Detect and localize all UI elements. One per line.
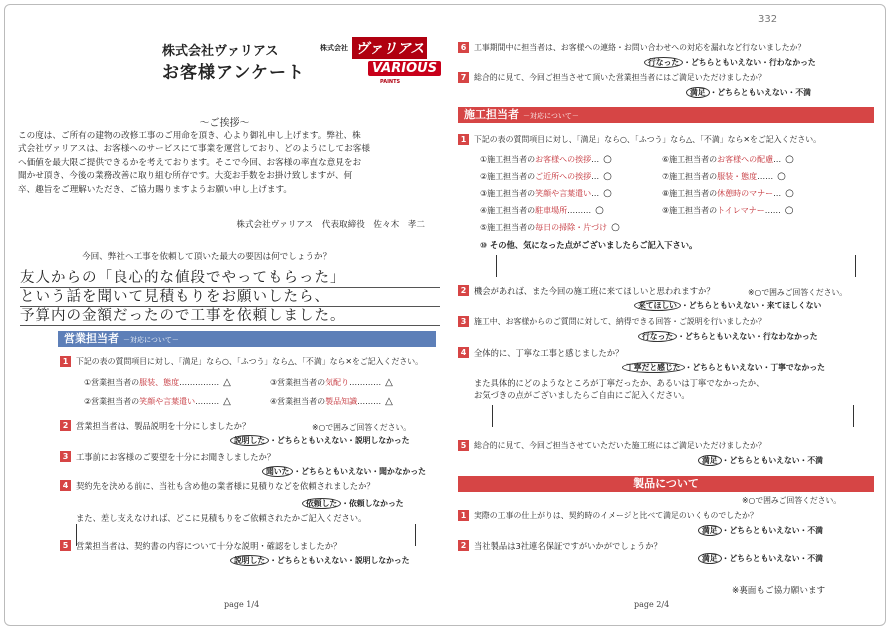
greeting-heading: ～ご挨拶～	[199, 118, 250, 129]
sales-q4-sub: また、差し支えなければ、どこに見積もりをご依頼されたかご記入ください。	[76, 513, 367, 523]
answer-note: ※○で囲みご回答ください。	[312, 423, 412, 432]
sales-section-header	[58, 331, 436, 347]
page-number: page 1/4	[224, 600, 260, 609]
section-title: 営業担当者	[64, 332, 119, 345]
construction-q3: 施工中、お客様からのご質問に対して、納得できる回答・ご説明を行いましたか？	[474, 317, 766, 326]
sales-q1: 下記の表の質問項目に対し、「満足」なら○、「ふつう」なら△、「不満」なら✕をご記入ください。	[76, 357, 424, 366]
construction-item[interactable]: ⑤施工担当者の毎日の掃除・片づけ ○	[480, 222, 620, 233]
construction-q4-sub: お気づきの点がございましたらご自由にご記入ください。	[474, 390, 690, 400]
sales-item[interactable]: ②営業担当者の笑顔や言葉遣い……… △	[84, 396, 231, 407]
back-page-note: ※裏面もご協力願います	[732, 586, 826, 596]
product-q1-options[interactable]: 満足 ・どちらともいえない・不満	[698, 525, 823, 536]
construction-item[interactable]: ①施工担当者のお客様への挨拶… ○	[480, 154, 612, 165]
section-subtitle: －対応について－	[523, 112, 579, 120]
section-title: 製品について	[633, 477, 699, 490]
answer-note: ※○で囲みご回答ください。	[748, 288, 848, 297]
construction-q2: 機会があれば、また今回の施工班に来てほしいと思われますか？	[474, 286, 715, 296]
signature: 株式会社ヴァリアス 代表取締役 佐々木 孝二	[236, 220, 425, 230]
question-number: 6	[458, 42, 469, 53]
sales-item[interactable]: ③営業担当者の気配り………… △	[270, 377, 393, 388]
construction-q5-options[interactable]: 満足 ・どちらともいえない・不満	[698, 455, 823, 466]
handwritten-number: 332	[758, 14, 778, 25]
question-number: 5	[458, 440, 469, 451]
product-q2: 当社製品は3社連名保証ですがいかがでしょうか？	[474, 541, 662, 551]
question-number: 3	[458, 316, 469, 327]
question-number: 4	[458, 347, 469, 358]
handwritten-answer-line[interactable]: 友人からの「良心的な値段でやってもらった」	[20, 266, 440, 288]
construction-q4-sub: また具体的にどのようなところが丁寧だったか、あるいは丁寧でなかったか、	[474, 378, 765, 388]
question-number: 4	[60, 480, 71, 491]
question-number: 2	[60, 420, 71, 431]
greeting-line: 式会社ヴァリアスは、お客様へのサービスにて事業を運営しており、どのようにしてお客様	[18, 144, 370, 155]
construction-item[interactable]: ⑧施工担当者の休憩時のマナー… ○	[662, 188, 794, 199]
logo-english: VARIOUS	[368, 61, 441, 76]
handwritten-answer-line[interactable]: 予算内の金額だったので工事を依頼しました。	[20, 304, 440, 326]
company-name: 株式会社ヴァリアス	[162, 44, 279, 59]
construction-q4-answer-box[interactable]	[492, 405, 854, 427]
question-number: 2	[458, 285, 469, 296]
question-number: 1	[458, 134, 469, 145]
logo-sub: PAINTS	[380, 79, 401, 85]
sales-q5: 営業担当者は、契約書の内容について十分な説明・確認をしましたか？	[76, 541, 342, 551]
logo-company-text: 株式会社	[320, 44, 348, 52]
question-number: 2	[458, 540, 469, 551]
question-number: 1	[60, 356, 71, 367]
product-q2-options[interactable]: 満足 ・どちらともいえない・不満	[698, 553, 823, 564]
construction-item[interactable]: ⑥施工担当者のお客様への配慮… ○	[662, 154, 794, 165]
construction-section-header	[458, 107, 874, 123]
sales-q6-options[interactable]: 行なった ・どちらともいえない・行わなかった	[644, 57, 816, 68]
section-subtitle: －対応について－	[123, 336, 179, 344]
company-logo	[320, 37, 438, 95]
construction-item[interactable]: ⑦施工担当者の服装・態度…… ○	[662, 171, 786, 182]
question-number: 5	[60, 540, 71, 551]
right-page	[452, 10, 877, 622]
question-number: 1	[458, 510, 469, 521]
handwritten-answer-line[interactable]: という話を聞いて見積もりをお願いしたら、	[20, 285, 440, 307]
product-q1: 実際の工事の仕上がりは、契約時のイメージと比べて満足のいくものでしたか？	[474, 511, 758, 520]
construction-q5: 総合的に見て、今回ご担当させていただいた施工班にはご満足いただけましたか？	[474, 441, 766, 450]
sales-q2-options[interactable]: 説明した ・どちらともいえない・説明しなかった	[230, 435, 410, 446]
main-question: 今回、弊社へ工事を依頼して頂いた最大の要因は何でしょうか？	[82, 252, 332, 262]
construction-item[interactable]: ②施工担当者のご近所への挨拶… ○	[480, 171, 612, 182]
sales-item[interactable]: ①営業担当者の服装、態度…………… △	[84, 377, 231, 388]
sales-q4: 契約先を決める前に、当社も含め他の業者様に見積りなどを依頼されましたか？	[76, 481, 375, 491]
construction-q3-options[interactable]: 行なった ・どちらともいえない・行なわなかった	[638, 331, 818, 342]
page-number: page 2/4	[634, 600, 670, 609]
answer-note: ※○で囲みご回答ください。	[742, 496, 842, 505]
sales-q7-options[interactable]: 満足 ・どちらともいえない・不満	[686, 87, 811, 98]
construction-other-answer-box[interactable]	[496, 255, 856, 277]
sales-q2: 営業担当者は、製品説明を十分にしましたか？	[76, 421, 251, 431]
sales-item[interactable]: ④営業担当者の製品知識……… △	[270, 396, 393, 407]
question-number: 7	[458, 72, 469, 83]
construction-item-other: ⑩ その他、気になった点がございましたらご記入下さい。	[480, 240, 698, 250]
question-number: 3	[60, 451, 71, 462]
greeting-line: へ価値を最大限ご提供できるかを考えております。そこで今回、お客様の率直な意見をお	[18, 157, 362, 168]
product-section-header	[458, 476, 874, 492]
sales-q3: 工事前にお客様のご要望を十分にお聞きしましたか？	[76, 452, 276, 462]
construction-item[interactable]: ③施工担当者の笑顔や言葉遣い… ○	[480, 188, 612, 199]
sales-q7: 総合的に見て、今回ご担当させて頂いた営業担当者にはご満足いただけましたか？	[474, 73, 766, 82]
section-title: 施工担当者	[464, 108, 519, 121]
left-page	[12, 10, 437, 622]
greeting-line: この度は、ご所有の建物の改修工事のご用命を頂き、心より御礼申し上げます。弊社、株	[18, 131, 361, 141]
construction-q1: 下記の表の質問項目に対し、「満足」なら○、「ふつう」なら△、「不満」なら✕をご記入ください。	[474, 135, 822, 144]
survey-title: お客様アンケート	[162, 63, 305, 83]
construction-q4: 全体的に、丁寧な工事と感じましたか？	[474, 348, 624, 358]
sales-q5-options[interactable]: 説明した ・どちらともいえない・説明しなかった	[230, 555, 410, 566]
greeting-line: 聞かせ頂き、今後の業務改善に取り組む所存です。大変お手数をお掛け致しますが、何	[18, 171, 353, 182]
construction-item[interactable]: ④施工担当者の駐車場所……… ○	[480, 205, 604, 216]
construction-q4-options[interactable]: 丁寧だと感じた ・どちらともいえない・丁寧でなかった	[622, 362, 825, 373]
construction-q2-options[interactable]: 来てほしい ・どちらともいえない・来てほしくない	[634, 300, 821, 311]
sales-q3-options[interactable]: 聞いた ・どちらともいえない・聞かなかった	[262, 466, 426, 477]
greeting-text	[18, 130, 436, 197]
sales-q4-options[interactable]: 依頼した ・依頼しなかった	[302, 498, 404, 509]
greeting-line: 卒、趣旨をご理解いただき、ご協力賜りますようお願い申し上げます。	[18, 184, 292, 195]
sales-q6: 工事期間中に担当者は、お客様への連絡・お問い合わせへの対応を漏れなど行ないましたか？	[474, 43, 806, 52]
construction-item[interactable]: ⑨施工担当者のトイレマナー…… ○	[662, 205, 794, 216]
logo-katakana: ヴァリアス	[352, 37, 427, 59]
